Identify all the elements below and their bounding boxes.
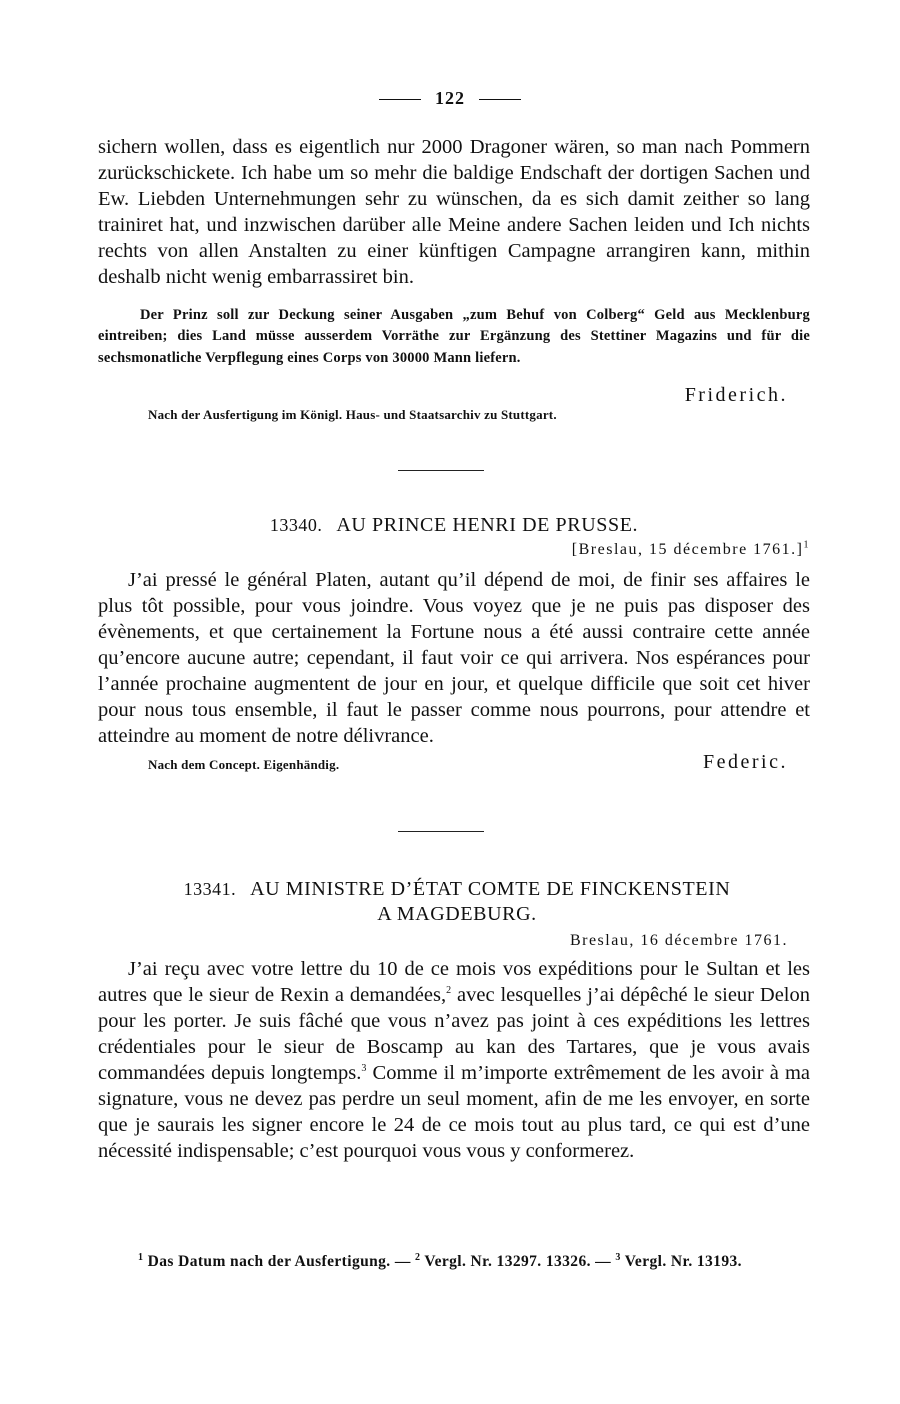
- letter-2-source: Nach dem Concept. Eigenhändig.: [148, 757, 340, 772]
- letter-3-body-part-3: Comme il m’importe extrêmement de les avoir à ma signature, vous ne devez pas perdre un seul moment, afin de me les envoyer, en sorte que je saurais les signer encore le 24 de ce mois tout au plus tard, ce qui est d’une nécessité indispensable; c’est pourquoi vous vous y conformerez.: [98, 1062, 811, 1162]
- letter-3-content: [98, 932, 810, 1164]
- letter-2-body: [98, 567, 810, 749]
- letter-2-dateline-text: [Breslau, 15 décembre 1761.]: [571, 541, 804, 558]
- letter-2-paragraph: J’ai pressé le général Platen, autant qu’il dépend de moi, de finir ses affaires le plus tôt possible, pour vous joindre. Vous voyez que je ne puis pas disposer des évènements, et que certainement la Fortune nous a été aussi contraire cette année qu’encore aucune autre; cependant, il faut voir ce qui arrivera. Nos espérances pour l’année prochaine augmentent de jour en jour, et quelque difficile que soit cet hiver pour nous tous ensemble, il faut le passer comme nous pourrons, pour attendre et atteindre au moment de notre délivrance.: [98, 569, 810, 747]
- letter-2-title: AU PRINCE HENRI DE PRUSSE.: [336, 514, 639, 536]
- letter-2-signature: Federic.: [703, 751, 788, 773]
- footnote-1-mark: 1: [138, 1251, 144, 1263]
- letter-1-note-text: Der Prinz soll zur Deckung seiner Ausgaben „zum Behuf von Colberg“ Geld aus Mecklenburg eintreiben; dies Land müsse ausserdem Vorräthe zur Ergänzung des Stettiner Magazins und für die sechsmonatliche Verpflegung eines Corps von 30000 Mann liefern.: [98, 306, 810, 366]
- page-number-dash-right: [479, 99, 521, 100]
- letter-3-body-part-1: J’ai reçu avec votre lettre du 10 de ce mois vos expéditions pour le Sultan et les autres que le sieur de Rexin a demandées,: [98, 958, 810, 1006]
- letter-3-heading: [112, 878, 802, 926]
- letter-1-body: [98, 134, 810, 290]
- letter-1-summary-note: [98, 305, 810, 370]
- page-number-dash-left: [379, 99, 421, 100]
- letter-3-body: [98, 956, 810, 1164]
- letter-2-heading: [98, 514, 810, 537]
- section-divider-1: [398, 470, 484, 471]
- letter-2-dateline: [98, 541, 810, 559]
- letter-1-source: Nach der Ausfertigung im Königl. Haus- und Staatsarchiv zu Stuttgart.: [148, 406, 557, 422]
- section-divider-2: [398, 831, 484, 832]
- letter-1: [98, 134, 810, 423]
- footnote-1-text: Das Datum nach der Ausfertigung. —: [143, 1253, 416, 1270]
- page-number-text: 122: [435, 88, 465, 108]
- footnote-2-text: Vergl. Nr. 13297. 13326. —: [420, 1253, 616, 1270]
- footnote-2-mark: 2: [415, 1251, 421, 1263]
- footnotes: [98, 1250, 810, 1273]
- footnote-3-text: Vergl. Nr. 13193.: [620, 1253, 742, 1270]
- page-number: [0, 88, 900, 109]
- footnote-ref-2: 2: [446, 985, 452, 997]
- letter-3-heading-line-1: [112, 878, 802, 901]
- letter-1-signature: Friderich.: [684, 383, 788, 406]
- letter-3-title-line-2: A MAGDEBURG.: [377, 903, 537, 925]
- letter-2-closing: [98, 751, 810, 779]
- letter-3-title-line-1: AU MINISTRE D’ÉTAT COMTE DE FINCKENSTEIN: [250, 878, 731, 900]
- letter-3-number: 13341.: [183, 879, 237, 899]
- letter-3-paragraph: [98, 956, 810, 1164]
- letter-3-dateline: Breslau, 16 décembre 1761.: [569, 932, 788, 949]
- footnote-ref-1: 1: [803, 539, 810, 551]
- footnote-3-mark: 3: [615, 1251, 621, 1263]
- letter-2: [98, 514, 810, 779]
- footnotes-text: [98, 1250, 810, 1273]
- letter-3-body-part-2: avec lesquelles j’ai dépêché le sieur Delon pour les porter. Je suis fâché que vous n’avez pas joint à ces expéditions les lettres crédentiales pour le sieur de Boscamp au kan des Tartares, que je vous avais commandées depuis longtemps.: [98, 984, 810, 1084]
- letter-3: [112, 878, 802, 926]
- letter-2-number: 13340.: [269, 515, 323, 535]
- footnote-ref-3: 3: [361, 1063, 367, 1075]
- letter-1-paragraph: sichern wollen, dass es eigentlich nur 2000 Dragoner wären, so man nach Pommern zurückschickete. Ich habe um so mehr die baldige Endschaft der dortigen Sachen und Ew. Liebden Unternehmungen sehr zu wünschen, da es sich damit zeither so lang trainiret hat, und inzwischen darüber alle Meine andere Sachen leiden und Ich nichts rechts von allen Anstalten zu einer künftigen Campagne arrangiren kann, mithin deshalb nicht wenig embarrassiret bin.: [98, 136, 810, 288]
